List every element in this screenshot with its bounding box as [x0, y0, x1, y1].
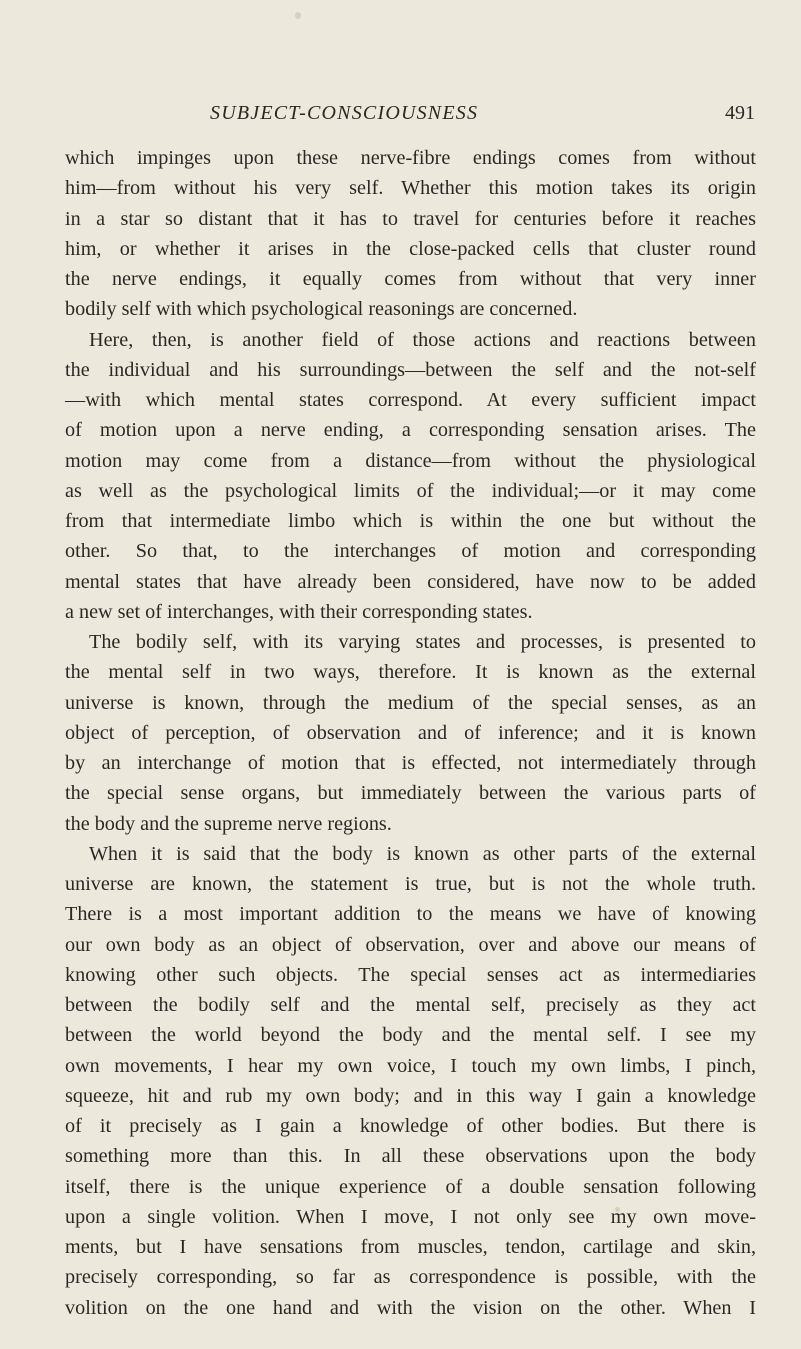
text-line: itself, there is the unique experience of a double sensation following [65, 1175, 756, 1198]
running-head: SUBJECT-CONSCIOUSNESS [210, 102, 479, 124]
text-line: him, or whether it arises in the close-packed cells that cluster round [65, 237, 756, 260]
text-line: between the world beyond the body and the mental self. I see my [65, 1024, 756, 1047]
text-line: as well as the psychological limits of the individual;—or it may come [65, 479, 756, 502]
text-line: in a star so distant that it has to travel for centuries before it reaches [65, 207, 756, 230]
text-line: volition on the one hand and with the vision on the other. When I [65, 1296, 756, 1319]
text-line: the body and the supreme nerve regions. [65, 812, 392, 835]
text-line: the mental self in two ways, therefore. It is known as the external [65, 661, 756, 684]
text-line: ments, but I have sensations from muscles, tendon, cartilage and skin, [65, 1236, 756, 1258]
text-line: of it precisely as I gain a knowledge of other bodies. But there is [65, 1115, 756, 1137]
text-line: upon a single volition. When I move, I not only see my own move- [65, 1205, 756, 1228]
page-number: 491 [725, 102, 755, 124]
text-line: Here, then, is another field of those actions and reactions between [89, 328, 756, 351]
text-line: the special sense organs, but immediately between the various parts of [65, 782, 756, 805]
text-line: a new set of interchanges, with their corresponding states. [65, 600, 533, 623]
text-line: between the bodily self and the mental self, precisely as they act [65, 994, 756, 1016]
text-line: something more than this. In all these observations upon the body [65, 1145, 756, 1168]
text-line: our own body as an object of observation, over and above our means of [65, 933, 756, 956]
text-line: the nerve endings, it equally comes from without that very inner [65, 268, 756, 290]
text-line: other. So that, to the interchanges of motion and corresponding [65, 540, 756, 563]
text-line: of motion upon a nerve ending, a corresponding sensation arises. The [65, 419, 756, 442]
text-line: The bodily self, with its varying states and processes, is presented to [89, 631, 756, 653]
text-line: universe are known, the statement is true, but is not the whole truth. [65, 873, 756, 895]
text-line: him—from without his very self. Whether this motion takes its origin [65, 177, 756, 200]
text-line: knowing other such objects. The special senses act as intermediaries [65, 963, 756, 986]
text-line: bodily self with which psychological reasonings are concerned. [65, 298, 578, 321]
page-header [210, 102, 755, 136]
paper-spot [295, 12, 301, 19]
body-text [65, 143, 756, 1323]
text-line: by an interchange of motion that is effected, not intermediately through [65, 752, 756, 774]
text-line: which impinges upon these nerve-fibre endings comes from without [65, 147, 756, 169]
text-line: object of perception, of observation and of inference; and it is known [65, 721, 756, 744]
text-line: universe is known, through the medium of the special senses, as an [65, 691, 756, 714]
text-line: from that intermediate limbo which is within the one but without the [65, 510, 756, 532]
text-line: When it is said that the body is known as other parts of the external [89, 842, 756, 865]
text-line: precisely corresponding, so far as correspondence is possible, with the [65, 1266, 756, 1289]
text-line: own movements, I hear my own voice, I touch my own limbs, I pinch, [65, 1054, 756, 1077]
text-line: motion may come from a distance—from without the physiological [65, 449, 756, 472]
text-line: squeeze, hit and rub my own body; and in this way I gain a knowledge [65, 1084, 756, 1107]
text-line: the individual and his surroundings—between the self and the not-self [65, 358, 756, 381]
text-line: There is a most important addition to the means we have of knowing [65, 903, 756, 926]
text-line: —with which mental states correspond. At every sufficient impact [65, 389, 756, 411]
text-line: mental states that have already been considered, have now to be added [65, 570, 756, 593]
